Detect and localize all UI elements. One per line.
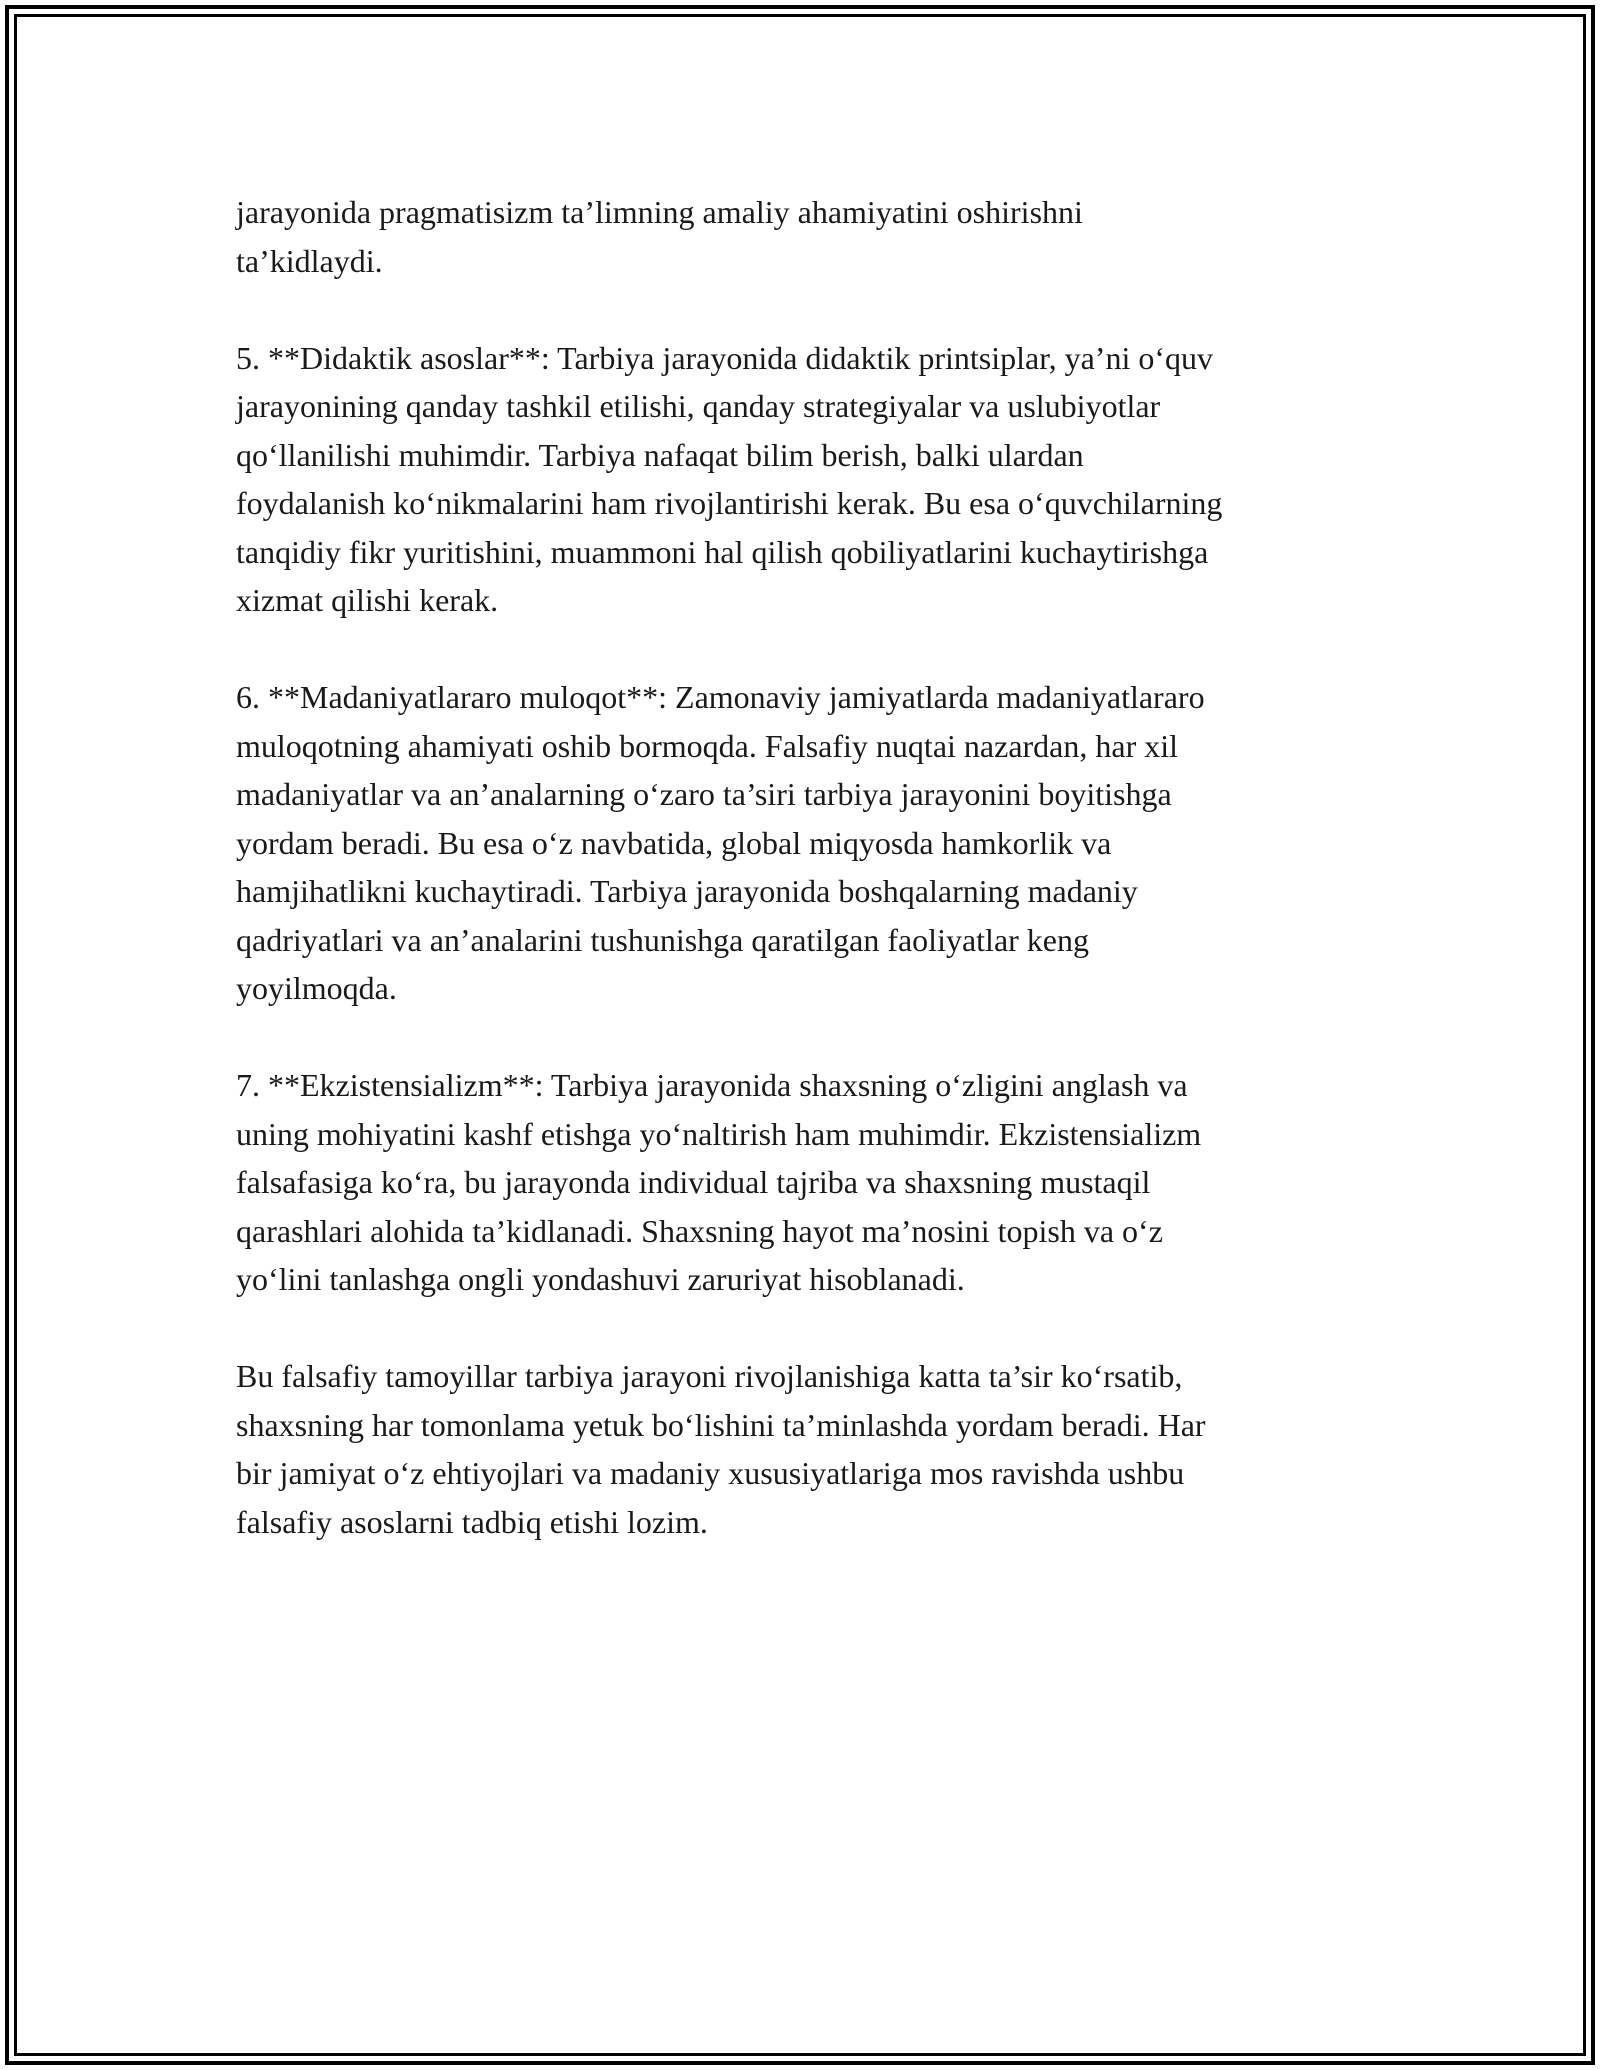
paragraph-intercultural-communication — [236, 673, 1386, 1013]
text-line: 6. **Madaniyatlararo muloqot**: Zamonaviy jamiyatlarda madaniyatlararo — [236, 679, 1205, 715]
text-line: falsafasiga ko‘ra, bu jarayonda individual tajriba va shaxsning mustaqil — [236, 1164, 1151, 1200]
text-line: jarayonining qanday tashkil etilishi, qanday strategiyalar va uslubiyotlar — [236, 388, 1161, 424]
text-line: yo‘lini tanlashga ongli yondashuvi zaruriyat hisoblanadi. — [236, 1261, 965, 1297]
text-line: foydalanish ko‘nikmalarini ham rivojlantirishi kerak. Bu esa o‘quvchilarning — [236, 485, 1223, 521]
text-line: ta’kidlaydi. — [236, 242, 383, 279]
text-line: muloqotning ahamiyati oshib bormoqda. Falsafiy nuqtai nazardan, har xil — [236, 727, 1179, 764]
text-line: qo‘llanilishi muhimdir. Tarbiya nafaqat bilim berish, balki ulardan — [236, 436, 1084, 473]
text-line: bir jamiyat o‘z ehtiyojlari va madaniy xususiyatlariga mos ravishda ushbu — [236, 1455, 1185, 1491]
text-line: uning mohiyatini kashf etishga yo‘naltirish ham muhimdir. Ekzistensializm — [236, 1115, 1202, 1152]
text-line: qarashlari alohida ta’kidlanadi. Shaxsning hayot ma’nosini topish va o‘z — [236, 1212, 1163, 1249]
text-line: shaxsning har tomonlama yetuk bo‘lishini ta’minlashda yordam beradi. Har — [236, 1406, 1206, 1443]
text-line: xizmat qilishi kerak. — [236, 582, 499, 618]
paragraph-didactic-foundations — [236, 334, 1386, 625]
paragraph-existentialism — [236, 1061, 1386, 1304]
paragraph-continuation — [236, 188, 1386, 285]
text-line: jarayonida pragmatisizm ta’limning amaliy ahamiyatini oshirishni — [236, 194, 1083, 230]
paragraph-conclusion — [236, 1352, 1386, 1546]
text-line: madaniyatlar va an’analarning o‘zaro ta’siri tarbiya jarayonini boyitishga — [236, 776, 1172, 812]
text-line: yoyilmoqda. — [236, 970, 397, 1006]
text-line: falsafiy asoslarni tadbiq etishi lozim. — [236, 1503, 708, 1540]
text-line: 7. **Ekzistensializm**: Tarbiya jarayonida shaxsning o‘zligini anglash va — [236, 1067, 1188, 1103]
text-line: qadriyatlari va an’analarini tushunishga qaratilgan faoliyatlar keng — [236, 921, 1089, 958]
text-line: tanqidiy fikr yuritishini, muammoni hal qilish qobiliyatlarini kuchaytirishga — [236, 533, 1209, 570]
text-line: Bu falsafiy tamoyillar tarbiya jarayoni rivojlanishiga katta ta’sir ko‘rsatib, — [236, 1358, 1183, 1394]
text-line: 5. **Didaktik asoslar**: Tarbiya jarayonida didaktik printsiplar, ya’ni o‘quv — [236, 339, 1213, 376]
document-body — [236, 188, 1386, 1595]
text-line: hamjihatlikni kuchaytiradi. Tarbiya jarayonida boshqalarning madaniy — [236, 873, 1138, 909]
text-line: yordam beradi. Bu esa o‘z navbatida, global miqyosda hamkorlik va — [236, 824, 1112, 861]
